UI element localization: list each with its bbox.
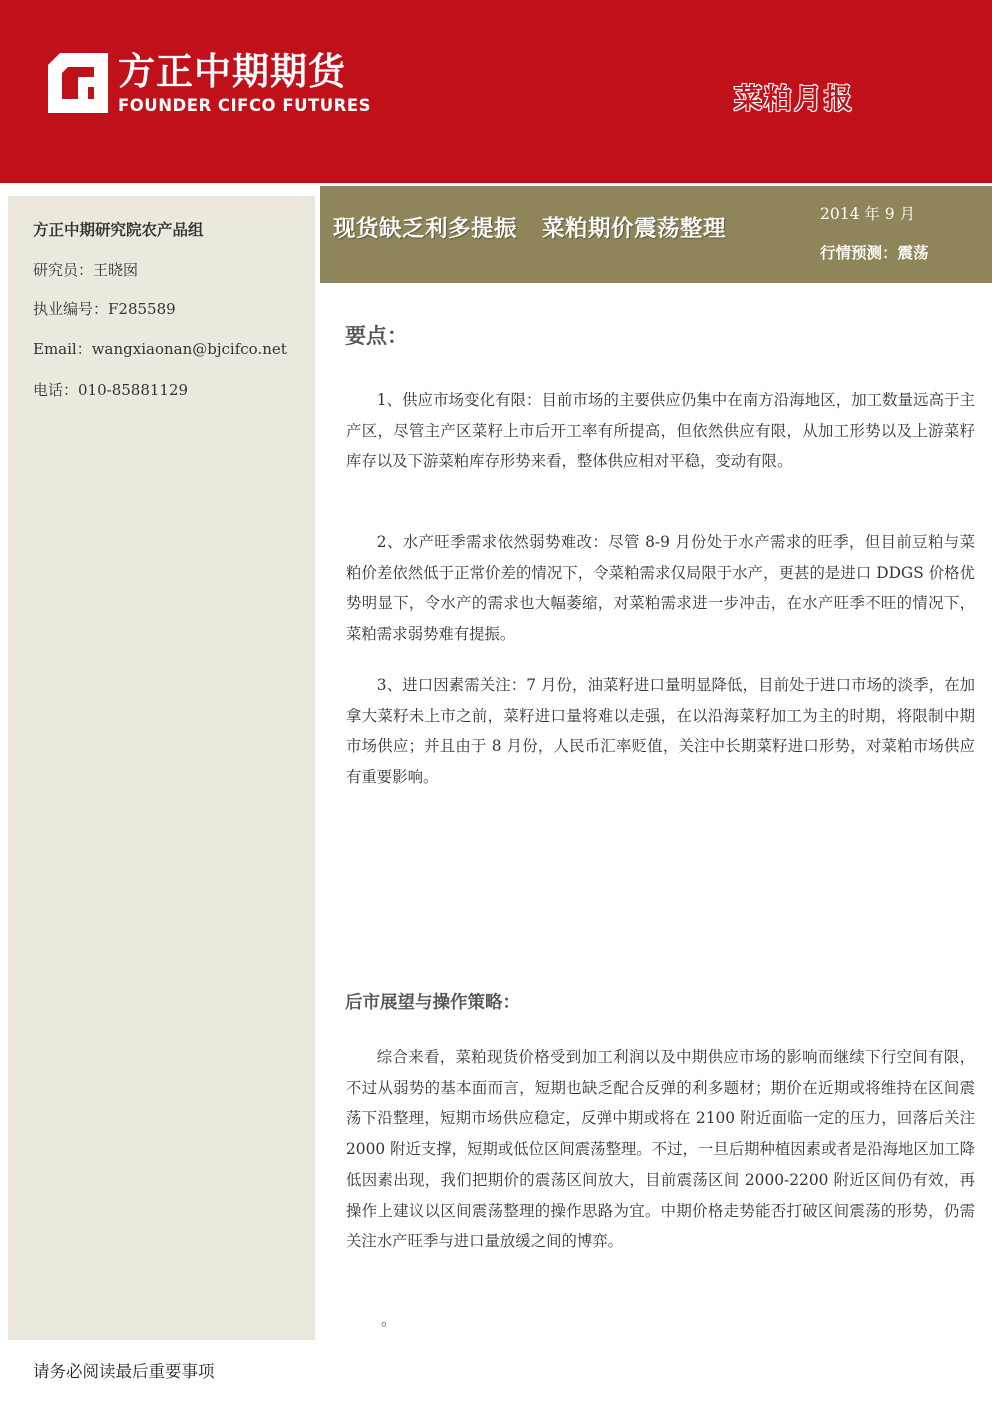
key-point-1: 1、供应市场变化有限：目前市场的主要供应仍集中在南方沿海地区，加工数量远高于主产区，尽管主产区菜籽上市后开工率有所提高，但依然供应有限，从加工形势以及上游菜籽库存以及下游菜粕库存形势来看，整体供应相对平稳，变动有限。 [346,391,975,471]
footer-disclaimer-note: 请务必阅读最后重要事项 [33,1362,215,1381]
market-forecast: 行情预测：震荡 [820,244,929,262]
report-headline: 现货缺乏利多提振 菜粕期价震荡整理 [333,216,727,242]
key-point-3: 3、进口因素需关注：7 月份，油菜籽进口量明显降低，目前处于进口市场的淡季，在加拿大菜籽未上市之前，菜籽进口量将难以走强，在以沿海菜籽加工为主的时期，将限制中期市场供应；并且由于 8 月份，人民币汇率贬值，关注中长期菜籽进口形势，对菜粕市场供应有重要影响。 [346,676,975,787]
founder-logo-icon [48,53,108,113]
sidebar-phone: 电话：010-85881129 [33,381,189,399]
sidebar-researcher: 研究员：王晓囡 [33,261,139,279]
sidebar-org: 方正中期研究院农产品组 [33,221,204,239]
outlook-paragraph: 综合来看，菜粕现货价格受到加工利润以及中期供应市场的影响而继续下行空间有限，不过从弱势的基本面而言，短期也缺乏配合反弹的利多题材；期价在近期或将维持在区间震荡下沿整理，短期市场供应稳定，反弹中期或将在 2100 附近面临一定的压力，回落后关注 2000 附近支撑，短期或低位区间震荡整理。不过，一旦后期种植因素或者是沿海地区加工降低因素出现，我们把期价的震荡区间放大，目前震荡区间 2000-2200 附近区间仍有效，再操作上建议以区间震荡整理的操作思路为宜。中期价格走势能否打破区间震荡的形势，仍需关注水产旺季与进口量放缓之间的博弈。 [346,1048,975,1251]
report-type-title: 菜粕月报 [734,82,855,115]
brand-name-en: FOUNDER CIFCO FUTURES [118,96,372,115]
key-points-heading: 要点： [345,324,408,348]
outlook-heading: 后市展望与操作策略： [345,993,520,1013]
brand-name-cn: 方正中期期货 [118,50,346,93]
sidebar-email: Email：wangxiaonan@bjcifco.net [33,340,287,358]
report-date: 2014 年 9 月 [820,205,916,223]
sidebar-license: 执业编号：F285589 [33,300,176,318]
key-point-2: 2、水产旺季需求依然弱势难改：尽管 8-9 月份处于水产需求的旺季，但目前豆粕与菜粕价差依然低于正常价差的情况下，令菜粕需求仅局限于水产，更甚的是进口 DDGS 价格优势明显下，令水产的需求也大幅萎缩，对菜粕需求进一步冲击，在水产旺季不旺的情况下，菜粕需求弱势难有提振。 [346,533,975,644]
sidebar [8,196,315,1340]
trailing-mark: 。 [381,1311,397,1329]
